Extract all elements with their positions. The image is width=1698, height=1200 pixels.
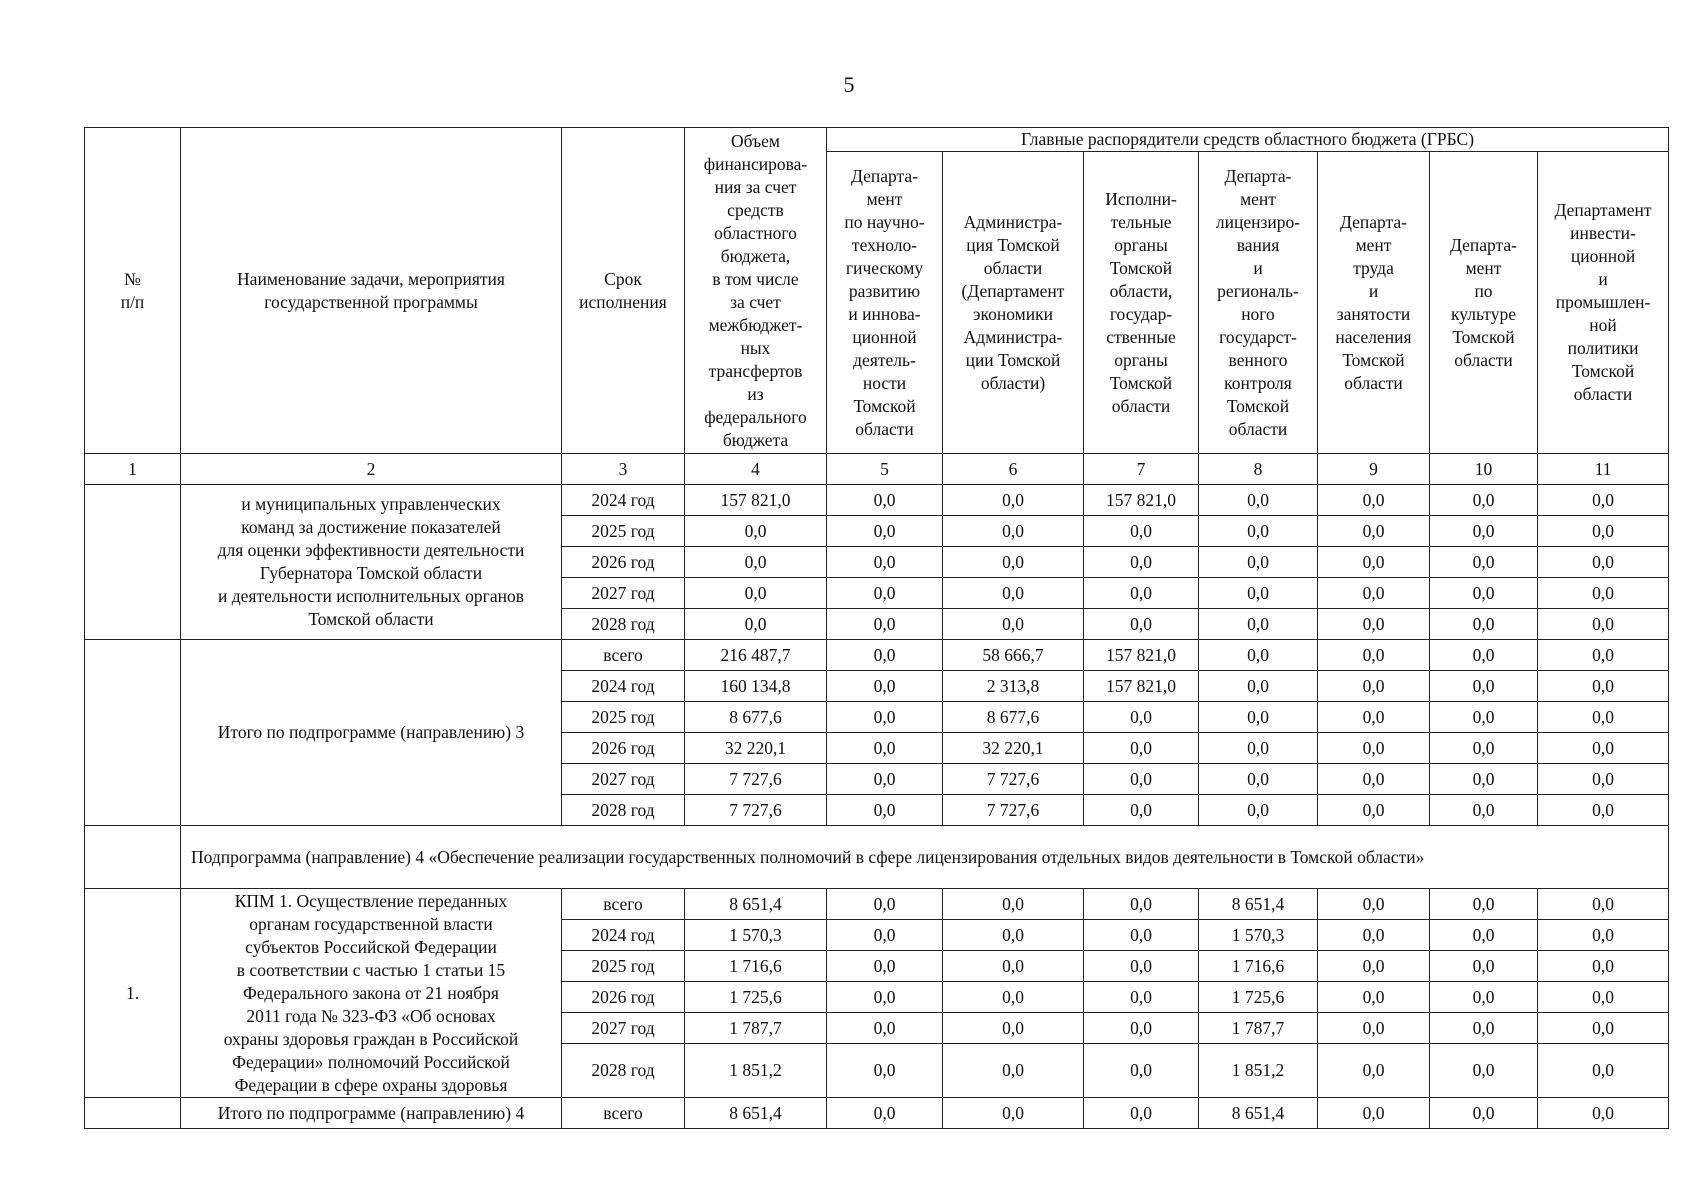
header-grbs-col-8: Департа- мент лицензиро- вания и региональ- ного государст- венного контроля Томской области [1199,152,1318,454]
value-cell: 0,0 [1430,795,1538,826]
value-cell: 8 677,6 [943,702,1084,733]
value-cell: 0,0 [1318,516,1430,547]
column-index-cell: 11 [1538,454,1669,485]
term-cell: 2024 год [562,920,685,951]
table-row [85,640,1669,671]
row-number [85,640,181,826]
value-cell: 157 821,0 [1084,640,1199,671]
value-cell: 0,0 [1538,1044,1669,1098]
value-cell: 0,0 [1538,764,1669,795]
value-cell: 8 651,4 [1199,889,1318,920]
value-cell: 0,0 [1084,733,1199,764]
value-cell: 0,0 [1430,733,1538,764]
header-grbs-col-11: Департамент инвести- ционной и промышлен- ной политики Томской области [1538,152,1669,454]
value-cell: 0,0 [827,578,943,609]
value-cell: 0,0 [1318,1013,1430,1044]
value-cell: 0,0 [1430,671,1538,702]
value-cell: 32 220,1 [943,733,1084,764]
term-cell: 2027 год [562,1013,685,1044]
value-cell: 0,0 [1318,702,1430,733]
term-cell: 2027 год [562,578,685,609]
value-cell: 0,0 [827,951,943,982]
value-cell: 1 716,6 [1199,951,1318,982]
value-cell: 0,0 [827,920,943,951]
value-cell: 0,0 [1084,951,1199,982]
term-cell: 2024 год [562,671,685,702]
page-number: 5 [843,72,855,97]
column-index-cell: 7 [1084,454,1199,485]
value-cell: 0,0 [1430,764,1538,795]
row-number [85,485,181,640]
value-cell: 0,0 [1538,1013,1669,1044]
task-name: КПМ 1. Осуществление переданных органам государственной власти субъектов Российской Федерации в соответствии с частью 1 статьи 15 Федерального закона от 21 ноября 2011 года № 323-ФЗ «Об основах охраны здоровья граждан в Российской Федерации» полномочий Российской Федерации в сфере охраны здоровья [181,889,562,1098]
row-number: 1. [85,889,181,1098]
value-cell: 0,0 [1430,920,1538,951]
value-cell: 0,0 [1430,1044,1538,1098]
value-cell: 0,0 [943,889,1084,920]
header-grbs: Главные распорядители средств областного бюджета (ГРБС) [827,128,1669,152]
value-cell: 0,0 [1430,889,1538,920]
header-grbs-col-9: Департа- мент труда и занятости населения Томской области [1318,152,1430,454]
column-index-cell: 2 [181,454,562,485]
value-cell: 7 727,6 [943,764,1084,795]
value-cell: 0,0 [943,485,1084,516]
term-cell: 2026 год [562,733,685,764]
value-cell: 1 787,7 [1199,1013,1318,1044]
value-cell: 8 677,6 [685,702,827,733]
value-cell: 0,0 [827,485,943,516]
value-cell: 0,0 [1318,951,1430,982]
term-cell: 2025 год [562,951,685,982]
term-cell: 2025 год [562,516,685,547]
value-cell: 0,0 [1430,951,1538,982]
value-cell: 0,0 [1199,733,1318,764]
value-cell: 0,0 [827,640,943,671]
value-cell: 1 725,6 [685,982,827,1013]
term-cell: 2028 год [562,1044,685,1098]
value-cell: 0,0 [1430,547,1538,578]
subprogram-title: Подпрограмма (направление) 4 «Обеспечение реализации государственных полномочий в сфере лицензирования отдельных видов деятельности в Томской области» [181,826,1669,889]
table-row [85,889,1669,920]
value-cell: 0,0 [943,609,1084,640]
value-cell: 0,0 [1430,516,1538,547]
term-cell: 2024 год [562,485,685,516]
value-cell: 0,0 [1538,920,1669,951]
value-cell: 7 727,6 [685,795,827,826]
value-cell: 0,0 [1084,1044,1199,1098]
subprogram-row [85,826,1669,889]
header-grbs-col-6: Администра- ция Томской области (Департамент экономики Администра- ции Томской области) [943,152,1084,454]
term-cell: 2025 год [562,702,685,733]
value-cell: 0,0 [1199,702,1318,733]
value-cell: 0,0 [1538,547,1669,578]
value-cell: 0,0 [1538,889,1669,920]
value-cell: 58 666,7 [943,640,1084,671]
value-cell: 0,0 [1199,578,1318,609]
column-index-row [85,454,1669,485]
term-cell: 2028 год [562,795,685,826]
value-cell: 0,0 [1318,578,1430,609]
header-grbs-col-5: Департа- мент по научно- техноло- гическому развитию и иннова- ционной деятель- ности Томской области [827,152,943,454]
value-cell: 0,0 [827,609,943,640]
value-cell: 0,0 [827,1013,943,1044]
value-cell: 1 570,3 [1199,920,1318,951]
term-cell: 2026 год [562,982,685,1013]
header-volume: Объем финансирова- ния за счет средств областного бюджета, в том числе за счет межбюджет- ных трансфертов из федерального бюджета [685,128,827,454]
value-cell: 1 716,6 [685,951,827,982]
value-cell: 0,0 [827,1044,943,1098]
value-cell: 0,0 [1430,1013,1538,1044]
header-num: № п/п [85,128,181,454]
value-cell: 0,0 [943,1044,1084,1098]
value-cell: 0,0 [1318,547,1430,578]
term-cell: 2028 год [562,609,685,640]
value-cell: 0,0 [1430,982,1538,1013]
column-index-cell: 9 [1318,454,1430,485]
value-cell: 2 313,8 [943,671,1084,702]
value-cell: 0,0 [1084,795,1199,826]
term-cell: всего [562,640,685,671]
value-cell: 0,0 [1318,889,1430,920]
budget-table [84,127,1669,1129]
value-cell: 0,0 [1084,609,1199,640]
row-number [85,1098,181,1129]
value-cell: 0,0 [827,1098,943,1129]
value-cell: 0,0 [1538,982,1669,1013]
value-cell: 32 220,1 [685,733,827,764]
value-cell: 0,0 [1199,671,1318,702]
task-name: Итого по подпрограмме (направлению) 4 [181,1098,562,1129]
header-name: Наименование задачи, мероприятия государственной программы [181,128,562,454]
value-cell: 0,0 [1318,733,1430,764]
value-cell: 8 651,4 [1199,1098,1318,1129]
value-cell: 0,0 [1084,1013,1199,1044]
value-cell: 0,0 [1538,1098,1669,1129]
row-number [85,826,181,889]
value-cell: 0,0 [827,547,943,578]
value-cell: 157 821,0 [685,485,827,516]
value-cell: 0,0 [1430,640,1538,671]
value-cell: 160 134,8 [685,671,827,702]
value-cell: 0,0 [1318,795,1430,826]
value-cell: 0,0 [827,671,943,702]
value-cell: 0,0 [685,609,827,640]
value-cell: 0,0 [827,516,943,547]
value-cell: 8 651,4 [685,1098,827,1129]
value-cell: 0,0 [1084,702,1199,733]
value-cell: 0,0 [1430,485,1538,516]
value-cell: 1 851,2 [1199,1044,1318,1098]
value-cell: 0,0 [943,1098,1084,1129]
header-grbs-col-7: Исполни- тельные органы Томской области, государ- ственные органы Томской области [1084,152,1199,454]
value-cell: 216 487,7 [685,640,827,671]
value-cell: 0,0 [1430,1098,1538,1129]
value-cell: 0,0 [1538,609,1669,640]
value-cell: 0,0 [1084,547,1199,578]
value-cell: 0,0 [1538,702,1669,733]
value-cell: 0,0 [1199,764,1318,795]
value-cell: 7 727,6 [685,764,827,795]
column-index-cell: 8 [1199,454,1318,485]
value-cell: 0,0 [685,578,827,609]
value-cell: 0,0 [1538,578,1669,609]
value-cell: 8 651,4 [685,889,827,920]
table-row [85,1098,1669,1129]
value-cell: 0,0 [1199,485,1318,516]
value-cell: 0,0 [1318,1044,1430,1098]
value-cell: 0,0 [1538,951,1669,982]
value-cell: 0,0 [1318,920,1430,951]
column-index-cell: 4 [685,454,827,485]
task-name: и муниципальных управленческих команд за достижение показателей для оценки эффективности деятельности Губернатора Томской области и деятельности исполнительных органов Томской области [181,485,562,640]
value-cell: 0,0 [827,982,943,1013]
value-cell: 0,0 [1199,795,1318,826]
value-cell: 0,0 [685,516,827,547]
value-cell: 0,0 [943,920,1084,951]
value-cell: 0,0 [1084,516,1199,547]
value-cell: 0,0 [943,547,1084,578]
value-cell: 0,0 [943,1013,1084,1044]
value-cell: 0,0 [827,764,943,795]
column-index-cell: 5 [827,454,943,485]
value-cell: 0,0 [1318,485,1430,516]
value-cell: 0,0 [943,578,1084,609]
value-cell: 0,0 [827,889,943,920]
value-cell: 1 851,2 [685,1044,827,1098]
value-cell: 0,0 [1199,609,1318,640]
value-cell: 0,0 [1084,889,1199,920]
value-cell: 0,0 [1084,1098,1199,1129]
value-cell: 7 727,6 [943,795,1084,826]
value-cell: 0,0 [1538,516,1669,547]
value-cell: 0,0 [943,951,1084,982]
term-cell: 2026 год [562,547,685,578]
value-cell: 0,0 [1430,609,1538,640]
value-cell: 0,0 [1199,516,1318,547]
table-row [85,485,1669,516]
value-cell: 0,0 [827,702,943,733]
value-cell: 0,0 [1318,1098,1430,1129]
value-cell: 1 787,7 [685,1013,827,1044]
term-cell: 2027 год [562,764,685,795]
column-index-cell: 3 [562,454,685,485]
value-cell: 0,0 [1084,982,1199,1013]
value-cell: 0,0 [1199,640,1318,671]
value-cell: 157 821,0 [1084,671,1199,702]
value-cell: 0,0 [1538,795,1669,826]
column-index-cell: 6 [943,454,1084,485]
value-cell: 0,0 [1318,671,1430,702]
value-cell: 1 725,6 [1199,982,1318,1013]
value-cell: 0,0 [685,547,827,578]
value-cell: 157 821,0 [1084,485,1199,516]
value-cell: 0,0 [1318,982,1430,1013]
column-index-cell: 10 [1430,454,1538,485]
task-name: Итого по подпрограмме (направлению) 3 [181,640,562,826]
value-cell: 0,0 [1538,671,1669,702]
value-cell: 0,0 [1538,733,1669,764]
column-index-cell: 1 [85,454,181,485]
header-grbs-col-10: Департа- мент по культуре Томской области [1430,152,1538,454]
value-cell: 0,0 [1430,578,1538,609]
value-cell: 0,0 [943,516,1084,547]
value-cell: 0,0 [1318,764,1430,795]
value-cell: 0,0 [1538,640,1669,671]
value-cell: 0,0 [1084,764,1199,795]
value-cell: 0,0 [943,982,1084,1013]
value-cell: 0,0 [1084,920,1199,951]
value-cell: 1 570,3 [685,920,827,951]
value-cell: 0,0 [1318,609,1430,640]
value-cell: 0,0 [1084,578,1199,609]
term-cell: всего [562,1098,685,1129]
value-cell: 0,0 [1538,485,1669,516]
value-cell: 0,0 [1430,702,1538,733]
value-cell: 0,0 [827,795,943,826]
value-cell: 0,0 [827,733,943,764]
value-cell: 0,0 [1199,547,1318,578]
header-term: Срок исполнения [562,128,685,454]
term-cell: всего [562,889,685,920]
value-cell: 0,0 [1318,640,1430,671]
